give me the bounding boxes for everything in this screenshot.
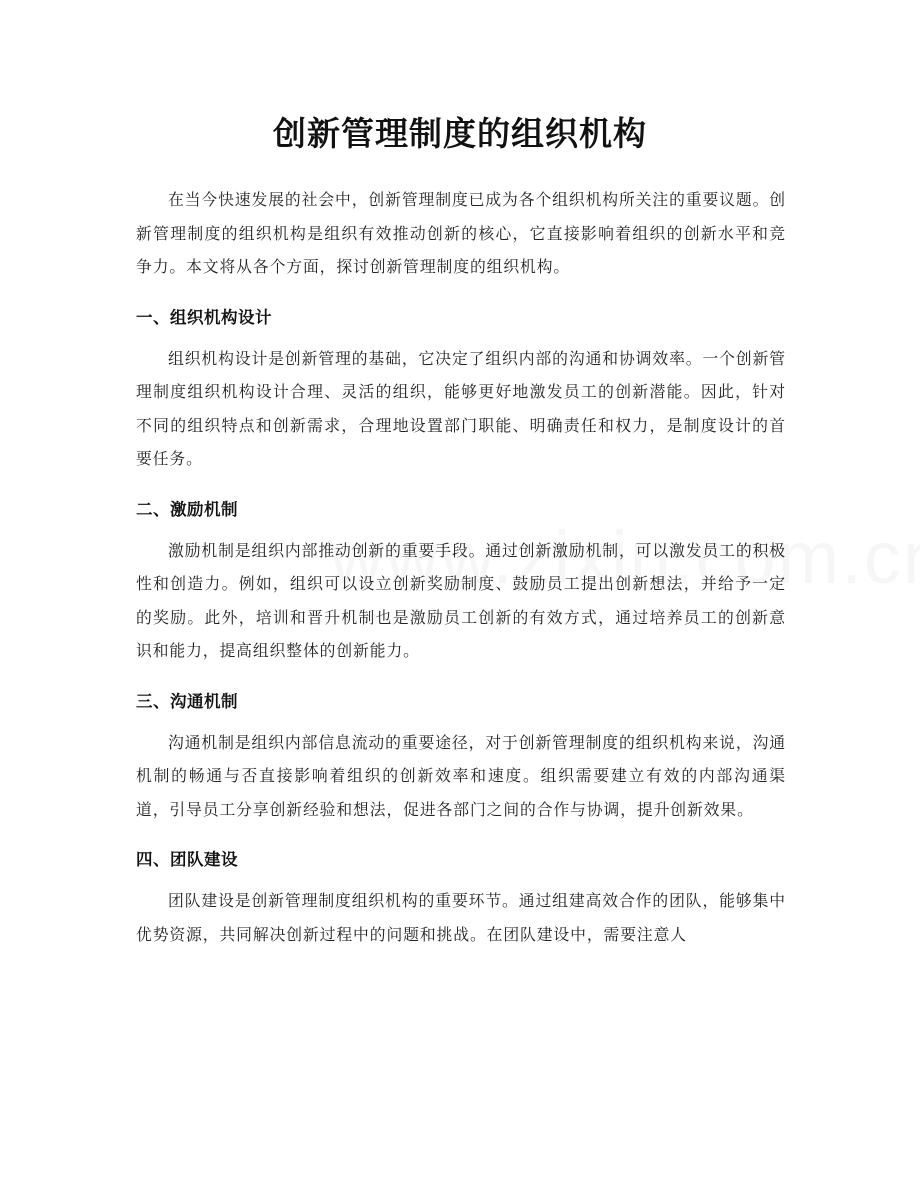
document-body — [136, 183, 786, 951]
intro-paragraph: 在当今快速发展的社会中，创新管理制度已成为各个组织机构所关注的重要议题。创新管理制度的组织机构是组织有效推动创新的核心，它直接影响着组织的创新水平和竞争力。本文将从各个方面，探讨创新管理制度的组织机构。 — [136, 190, 786, 276]
section-heading: 一、组织机构设计 — [136, 307, 272, 327]
section-paragraph: 团队建设是创新管理制度组织机构的重要环节。通过组建高效合作的团队，能够集中优势资源，共同解决创新过程中的问题和挑战。在团队建设中，需要注意人 — [136, 891, 786, 944]
section-team-building — [136, 846, 786, 951]
section-paragraph: 沟通机制是组织内部信息流动的重要途径，对于创新管理制度的组织机构来说，沟通机制的畅通与否直接影响着组织的创新效率和速度。组织需要建立有效的内部沟通渠道，引导员工分享创新经验和想法，促进各部门之间的合作与协调，提升创新效果。 — [136, 732, 786, 819]
section-incentive-mechanism — [136, 496, 786, 668]
section-organization-design — [136, 304, 786, 476]
section-paragraph: 组织机构设计是创新管理的基础，它决定了组织内部的沟通和协调效率。一个创新管理制度组织机构设计合理、灵活的组织，能够更好地激发员工的创新潜能。因此，针对不同的组织特点和创新需求，合理地设置部门职能、明确责任和权力，是制度设计的首要任务。 — [136, 348, 786, 468]
section-heading: 三、沟通机制 — [136, 691, 238, 711]
section-heading: 二、激励机制 — [136, 499, 238, 519]
section-paragraph: 激励机制是组织内部推动创新的重要手段。通过创新激励机制，可以激发员工的积极性和创造力。例如，组织可以设立创新奖励制度、鼓励员工提出创新想法，并给予一定的奖励。此外，培训和晋升机制也是激励员工创新的有效方式，通过培养员工的创新意识和能力，提高组织整体的创新能力。 — [136, 540, 786, 660]
document-title: 创新管理制度的组织机构 — [273, 114, 647, 153]
section-heading: 四、团队建设 — [136, 850, 238, 869]
section-communication-mechanism — [136, 688, 786, 827]
